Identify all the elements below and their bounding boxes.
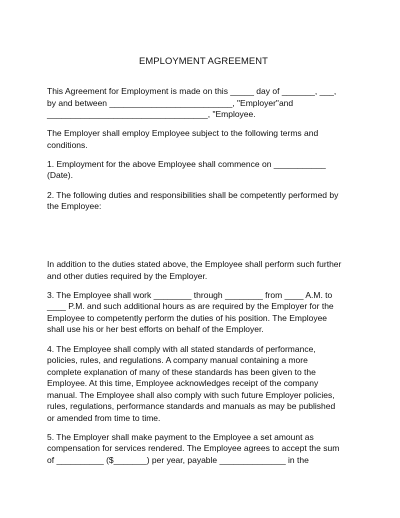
document-title: EMPLOYMENT AGREEMENT [139, 55, 268, 66]
additional-duties-paragraph: In addition to the duties stated above, the Employee shall perform such further and other duties required by the Employer. [47, 259, 342, 281]
blank-duties-space [47, 220, 354, 259]
intro-paragraph: This Agreement for Employment is made on this _____ day of _______, ___, by and between __________________________, "Employer"and __________________________________, "Employee. [47, 86, 337, 119]
clause-1-commencement: 1. Employment for the above Employee shall commence on ___________ (Date). [47, 158, 326, 181]
clause-2-duties: 2. The following duties and responsibilities shall be competently performed by the Employee: [47, 189, 339, 212]
clause-3-hours: 3. The Employee shall work ________ through ________ from ____ A.M. to ____ P.M. and such additional hours as are required by the Employer for the Employee to competently perform the duties of his position. The Employee shall use his or her best efforts on behalf of the Employer. [47, 289, 334, 335]
clause-5-payment: 5. The Employer shall make payment to the Employee a set amount as compensation for services rendered. The Employee agrees to accept the sum of __________ ($_______) per year, payable ______________ in the [47, 431, 340, 465]
terms-paragraph: The Employer shall employ Employee subject to the following terms and conditions. [47, 128, 319, 150]
clause-4-compliance: 4. The Employee shall comply with all stated standards of performance, policies, rules, and regulations. A company manual containing a more complete explanation of many of these standards has been given to the Employee. At this time, Employee acknowledges receipt of the company manual. The Employee shall also comply with such future Employer policies, rules, regulations, performance standards and manuals as may be published or amended from time to time. [47, 343, 336, 423]
